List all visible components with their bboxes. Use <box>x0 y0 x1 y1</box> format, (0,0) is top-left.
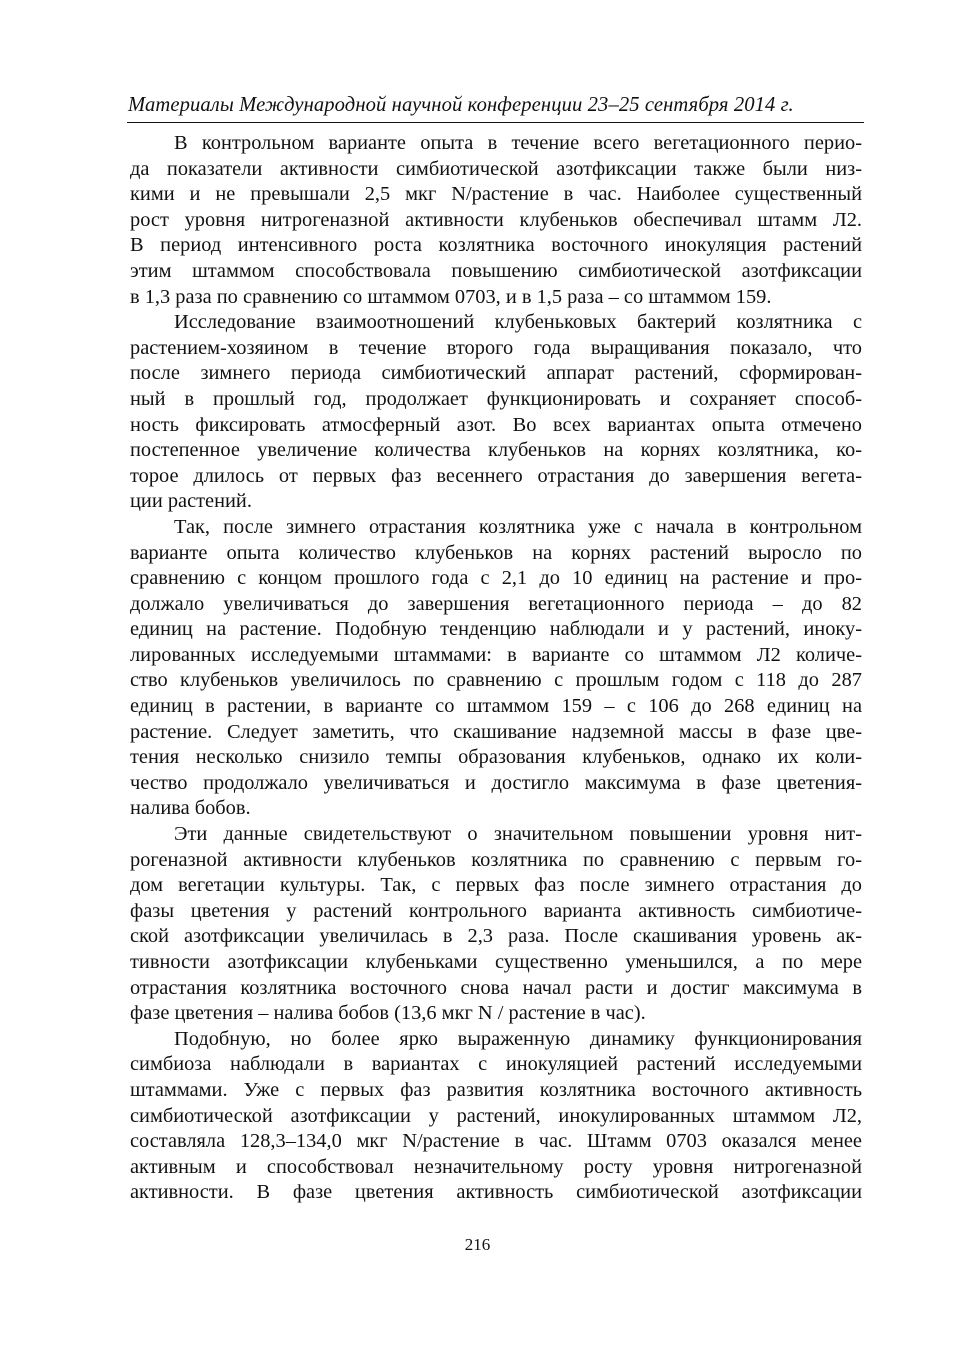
text-line: да показатели активности симбиотической азотфиксации также были низ- <box>130 157 862 180</box>
text-line: ный в прошлый год, продолжает функционировать и сохраняет способ- <box>130 387 862 410</box>
text-line: после зимнего периода симбиотический аппарат растений, сформирован- <box>130 362 862 385</box>
text-line: лированных исследуемыми штаммами: в варианте со штаммом Л2 количе- <box>130 643 862 666</box>
text-line: этим штаммом способствовала повышению симбиотической азотфиксации <box>130 259 862 282</box>
text-line: Эти данные свидетельствуют о значительном повышении уровня нит- <box>174 823 862 846</box>
paragraph <box>130 822 862 1027</box>
text-line: симбиотической азотфиксации у растений, инокулированных штаммом Л2, <box>130 1104 862 1127</box>
text-line: фазы цветения у растений контрольного варианта активность симбиотиче- <box>130 899 862 922</box>
text-line: составляла 128,3–134,0 мкг N/растение в час. Штамм 0703 оказался менее <box>130 1130 862 1153</box>
text-line: ции растений. <box>130 490 252 513</box>
paragraph <box>130 515 862 822</box>
text-line: тения несколько снизило темпы образования клубеньков, однако их коли- <box>130 746 862 769</box>
header-rule <box>127 122 864 123</box>
text-line: варианте опыта количество клубеньков на корнях растений выросло по <box>130 541 862 564</box>
text-line: ской азотфиксации увеличилась в 2,3 раза. После скашивания уровень ак- <box>130 925 862 948</box>
text-line: единиц в растении, в варианте со штаммом 159 – с 106 до 268 единиц на <box>130 695 862 718</box>
paragraph <box>130 131 862 310</box>
text-line: дом вегетации культуры. Так, с первых фаз после зимнего отрастания до <box>130 874 862 897</box>
paragraph <box>130 1027 862 1206</box>
text-line: постепенное увеличение количества клубеньков на корнях козлятника, ко- <box>130 439 862 462</box>
text-line: фазе цветения – налива бобов (13,6 мкг N / растение в час). <box>130 1002 646 1025</box>
text-line: В период интенсивного роста козлятника восточного инокуляция растений <box>130 234 862 257</box>
text-line: штаммами. Уже с первых фаз развития козлятника восточного активность <box>130 1078 862 1101</box>
text-line: кими и не превышали 2,5 мкг N/растение в час. Наиболее существенный <box>130 183 862 206</box>
running-header: Материалы Международной научной конференции 23–25 сентября 2014 г. <box>128 94 794 116</box>
text-line: торое длилось от первых фаз весеннего отрастания до завершения вегета- <box>130 464 862 487</box>
paragraph <box>130 310 862 515</box>
text-line: рост уровня нитрогеназной активности клубеньков обеспечивал штамм Л2. <box>130 208 862 231</box>
text-line: отрастания козлятника восточного снова начал расти и достиг максимума в <box>130 976 862 999</box>
text-line: сравнению с концом прошлого года с 2,1 до 10 единиц на растение и про- <box>130 567 862 590</box>
text-line: растением-хозяином в течение второго года выращивания показало, что <box>130 336 862 359</box>
text-line: В контрольном варианте опыта в течение всего вегетационного перио- <box>174 132 862 154</box>
text-line: чество продолжало увеличиваться и достигло максимума в фазе цветения- <box>130 771 862 794</box>
text-line: единиц на растение. Подобную тенденцию наблюдали и у растений, иноку- <box>130 618 862 641</box>
page-number: 216 <box>464 1235 491 1254</box>
text-line: тивности азотфиксации клубеньками существенно уменьшился, а по мере <box>130 951 862 973</box>
text-line: ность фиксировать атмосферный азот. Во всех вариантах опыта отмечено <box>130 413 862 436</box>
text-line: должало увеличиваться до завершения вегетационного периода – до 82 <box>130 592 862 615</box>
text-line: рогеназной активности клубеньков козлятника по сравнению с первым го- <box>130 848 862 871</box>
text-line: активным и способствовал незначительному росту уровня нитрогеназной <box>130 1155 862 1178</box>
text-line: Исследование взаимоотношений клубеньковых бактерий козлятника с <box>174 311 862 334</box>
text-line: Подобную, но более ярко выраженную динамику функционирования <box>174 1027 862 1050</box>
text-line: налива бобов. <box>130 797 251 820</box>
text-line: активности. В фазе цветения активность симбиотической азотфиксации <box>130 1181 862 1204</box>
text-line: симбиоза наблюдали в вариантах с инокуляцией растений исследуемыми <box>130 1053 862 1076</box>
text-line: ство клубеньков увеличилось по сравнению с прошлым годом с 118 до 287 <box>130 669 862 692</box>
text-line: в 1,3 раза по сравнению со штаммом 0703, и в 1,5 раза – со штаммом 159. <box>130 285 772 308</box>
body-text <box>130 131 862 1206</box>
text-line: Так, после зимнего отрастания козлятника уже с начала в контрольном <box>174 515 862 538</box>
text-line: растение. Следует заметить, что скашивание надземной массы в фазе цве- <box>130 720 862 743</box>
